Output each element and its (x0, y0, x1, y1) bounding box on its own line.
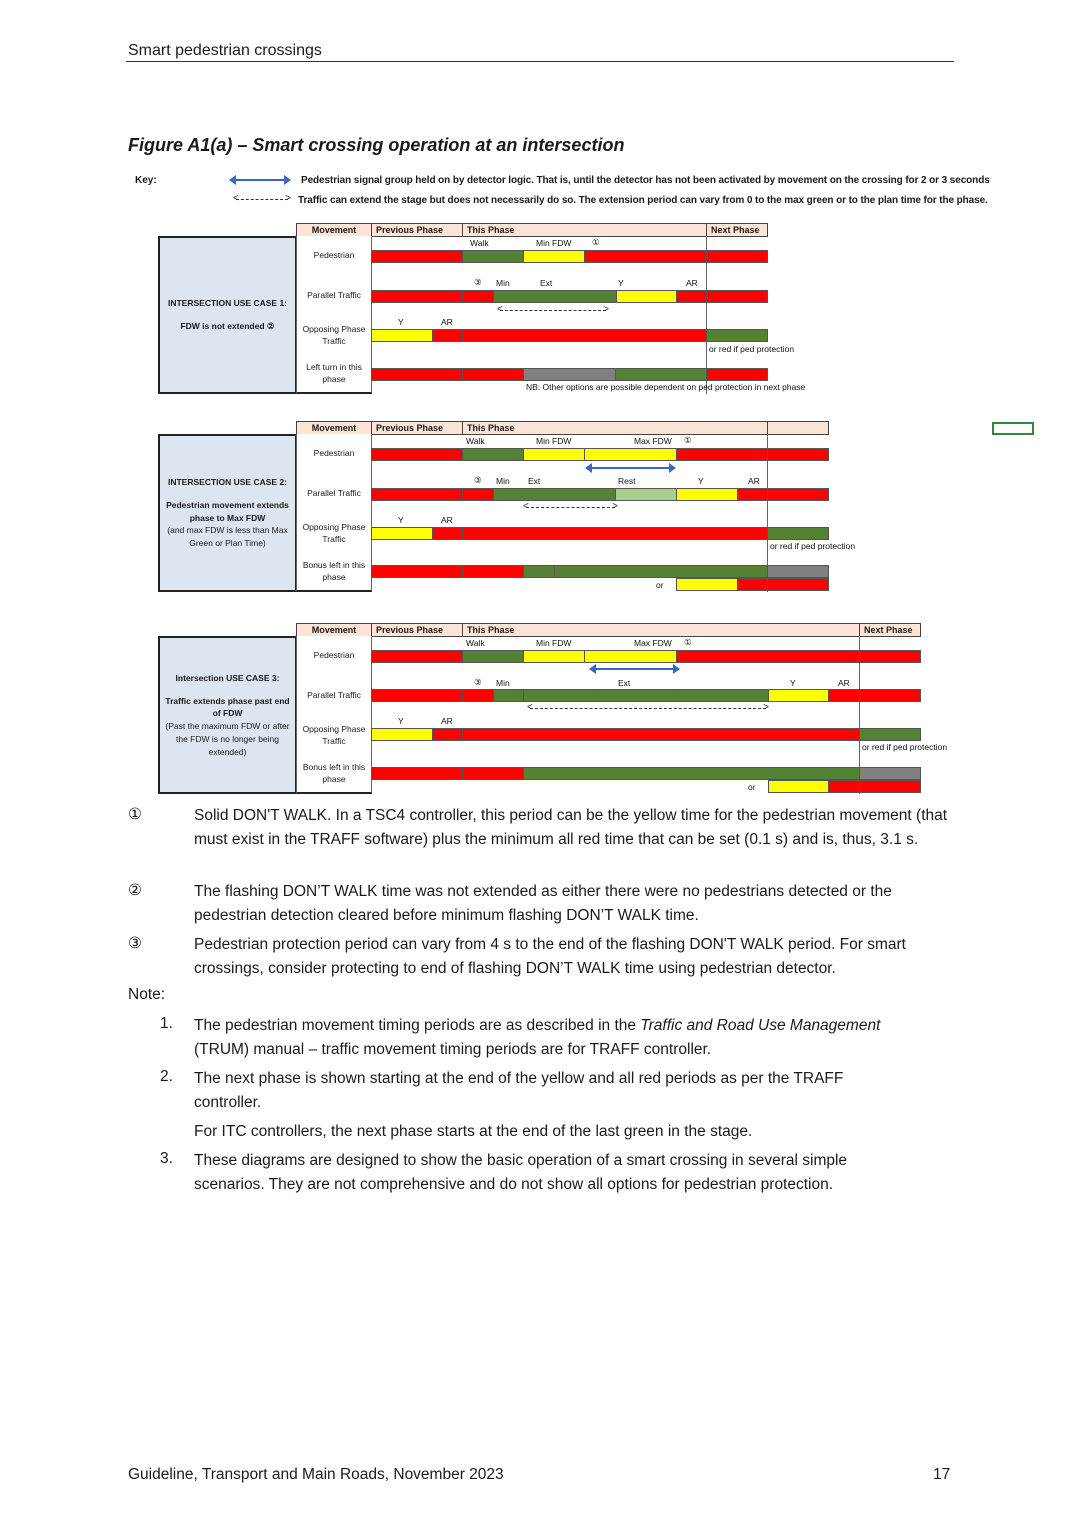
case2-ext-label: Ext (528, 476, 541, 486)
case3-opp-ar-label: AR (441, 716, 453, 726)
key-solid-text: Pedestrian signal group held on by detector logic. That is, until the detector has not been activated by movement on the crossing for 2 or 3 seconds (301, 175, 990, 186)
case2-circle1-label: ① (684, 435, 692, 445)
case3-par-bar-7 (859, 689, 921, 702)
case3-left-bar-3 (523, 767, 860, 780)
case2-left-bar-1 (371, 565, 463, 578)
case3-ext-label: Ext (618, 678, 631, 688)
case1-left-bar-2 (462, 368, 524, 381)
key-label: Key: (135, 175, 157, 186)
case3-title: Intersection USE CASE 3: (175, 672, 280, 683)
green-selection-box (992, 422, 1034, 435)
case2-left-bar-3 (523, 565, 555, 578)
case2-row-bonusleft: Bonus left in this phase (296, 554, 372, 592)
case2-opp-ar-label: AR (441, 515, 453, 525)
case2-left-bar-2 (462, 565, 524, 578)
case1-left-bar-3 (523, 368, 616, 381)
case3-or-label: or (748, 782, 756, 792)
footnote-2-text: The flashing DON’T WALK time was not extended as either there were no pedestrians detected or the pedestrian detection cleared before minimum flashing DON’T WALK time. (194, 883, 892, 924)
case1-header-previous: Previous Phase (371, 223, 463, 237)
case1-ext-dashed-arrow-icon (500, 310, 606, 311)
case3-minfdw-label: Min FDW (536, 638, 572, 648)
case2-title: INTERSECTION USE CASE 2: (167, 477, 288, 488)
case2-par-bar-1 (371, 488, 463, 501)
case2-label-box (158, 434, 297, 592)
case3-label-box (158, 636, 297, 794)
case2-opp-bar-3 (462, 527, 768, 540)
case2-par-bar-3 (493, 488, 616, 501)
case2-opp-bar-2 (432, 527, 463, 540)
note-2-text: The next phase is shown starting at the end of the yellow and all red periods as per the TRAFF controller. (194, 1070, 844, 1111)
case1-y-label: Y (618, 278, 624, 288)
case2-header-previous: Previous Phase (371, 421, 463, 435)
case1-par-bar-2 (462, 290, 494, 303)
case1-opp-bar-2 (432, 329, 463, 342)
case1-row-leftturn: Left turn in this phase (296, 356, 372, 394)
figure-title: Figure A1(a) – Smart crossing operation at an intersection (128, 135, 625, 155)
case3-left-bar-4 (859, 767, 921, 780)
case2-left-bar-5 (767, 565, 829, 578)
case2-detail: (and max FDW is less than Max Green or Plan Time) (167, 525, 288, 549)
running-header: Smart pedestrian crossings (128, 42, 322, 59)
case2-or-label: or (656, 580, 664, 590)
case3-maxfdw-label: Max FDW (634, 638, 672, 648)
footnote-3-text: Pedestrian protection period can vary from 4 s to the end of the flashing DON'T WALK period. For smart crossings, consider protecting to end of flashing DON’T WALK time using pedestrian detector. (194, 936, 906, 977)
case2-row-pedestrian: Pedestrian (296, 434, 372, 474)
case2-subtitle: Pedestrian movement extends phase to Max FDW (166, 499, 289, 523)
note-1-italic: Traffic and Road Use Management (640, 1017, 881, 1034)
case1-header-next: Next Phase (706, 223, 768, 237)
case2-header-this: This Phase (462, 421, 768, 435)
case1-nb: NB: Other options are possible dependent on ped protection in next phase (526, 382, 806, 392)
case1-ar-label: AR (686, 278, 698, 288)
case2-header-movement: Movement (296, 421, 372, 435)
case2-left-alt-bar-1 (676, 578, 738, 591)
case1-left-bar-5 (706, 368, 768, 381)
case1-row-opposing: Opposing Phase Traffic (296, 316, 372, 356)
case1-circle1-label: ① (592, 237, 600, 247)
case3-par-bar-1 (371, 689, 463, 702)
case3-y-label: Y (790, 678, 796, 688)
case2-header-next (767, 421, 829, 435)
case3-par-bar-6 (828, 689, 860, 702)
case2-left-bar-4 (554, 565, 768, 578)
case1-ped-bar-5 (706, 250, 768, 263)
case2-opp-y-label: Y (398, 515, 404, 525)
footnote-1-marker: ① (128, 806, 142, 823)
case3-row-bonusleft: Bonus left in this phase (296, 756, 372, 794)
case2-ext-dashed-arrow-icon (526, 507, 615, 508)
case1-row-parallel: Parallel Traffic (296, 276, 372, 316)
case2-par-bar-7 (767, 488, 829, 501)
case3-header-previous: Previous Phase (371, 623, 463, 637)
case3-detail: (Past the maximum FDW or after the FDW is no longer being extended) (165, 721, 290, 757)
case3-min-label: Min (496, 678, 510, 688)
case3-par-bar-5 (768, 689, 829, 702)
case2-row-parallel: Parallel Traffic (296, 474, 372, 514)
case2-par-bar-6 (737, 488, 768, 501)
solid-arrow-icon (230, 179, 290, 181)
case3-left-alt-bar-1 (768, 780, 829, 793)
note-1-number: 1. (160, 1015, 173, 1032)
case1-ped-bar-1 (371, 250, 463, 263)
case1-par-bar-5 (676, 290, 707, 303)
footer-text: Guideline, Transport and Main Roads, November 2023 (128, 1466, 504, 1483)
case2-ped-hold-arrow-icon (586, 467, 675, 469)
case2-opp-bar-4 (767, 527, 829, 540)
case3-header-next: Next Phase (859, 623, 921, 637)
case2-ped-bar-5 (676, 448, 768, 461)
case1-header-movement: Movement (296, 223, 372, 237)
case3-walk-label: Walk (466, 638, 485, 648)
case1-opp-bar-4 (706, 329, 768, 342)
case2-y-label: Y (698, 476, 704, 486)
case1-ext-label: Ext (540, 278, 553, 288)
case2-maxfdw-label: Max FDW (634, 436, 672, 446)
case1-opp-bar-3 (462, 329, 707, 342)
case3-opp-bar-1 (371, 728, 433, 741)
case1-ped-bar-3 (523, 250, 585, 263)
case3-ped-bar-3 (523, 650, 585, 663)
case1-left-bar-4 (615, 368, 707, 381)
case3-ped-bar-1 (371, 650, 463, 663)
case3-opp-y-label: Y (398, 716, 404, 726)
case1-left-bar-1 (371, 368, 463, 381)
note-2-extra: For ITC controllers, the next phase starts at the end of the last green in the stage. (194, 1123, 753, 1140)
footnote-3-marker: ③ (128, 935, 142, 952)
case2-ped-bar-6 (767, 448, 829, 461)
header-rule (126, 61, 954, 62)
case2-walk-label: Walk (466, 436, 485, 446)
case3-ped-bar-6 (859, 650, 921, 663)
case3-par-bar-2 (462, 689, 494, 702)
case3-left-alt-bar-3 (859, 780, 921, 793)
case2-par-bar-5 (676, 488, 738, 501)
case1-subtitle: FDW is not extended ② (180, 321, 275, 331)
case2-ped-bar-1 (371, 448, 463, 461)
dashed-arrow-icon (236, 199, 288, 200)
note-1-post: (TRUM) manual – traffic movement timing periods are for TRAFF controller. (194, 1041, 712, 1058)
case1-ped-bar-4 (584, 250, 707, 263)
case3-opp-bar-4 (859, 728, 921, 741)
case3-left-bar-2 (462, 767, 524, 780)
note-2-number: 2. (160, 1068, 173, 1085)
case2-minfdw-label: Min FDW (536, 436, 572, 446)
case3-header-this: This Phase (462, 623, 860, 637)
case1-walk-label: Walk (470, 238, 489, 248)
note-1-pre: The pedestrian movement timing periods are as described in the (194, 1017, 641, 1034)
case3-par-bar-4 (523, 689, 769, 702)
case3-row-pedestrian: Pedestrian (296, 636, 372, 676)
case2-ar-label: AR (748, 476, 760, 486)
case3-header-movement: Movement (296, 623, 372, 637)
case2-row-opposing: Opposing Phase Traffic (296, 514, 372, 554)
case3-ped-bar-4 (584, 650, 677, 663)
case1-ped-bar-2 (462, 250, 524, 263)
case3-left-alt-bar-2 (828, 780, 860, 793)
case3-subtitle: Traffic extends phase past end of FDW (165, 695, 290, 719)
page-number: 17 (933, 1466, 951, 1483)
case1-min-label: Min (496, 278, 510, 288)
case1-opp-ar-label: AR (441, 317, 453, 327)
case1-header-this: This Phase (462, 223, 707, 237)
case1-opp-y-label: Y (398, 317, 404, 327)
note-1-text (194, 1014, 914, 1062)
case1-par-bar-4 (616, 290, 677, 303)
case1-par-bar-6 (706, 290, 768, 303)
case2-rest-label: Rest (618, 476, 636, 486)
case3-circle1-label: ① (684, 637, 692, 647)
case2-ped-bar-4 (584, 448, 677, 461)
case3-ped-bar-5 (676, 650, 860, 663)
case1-circle3-label: ③ (474, 277, 482, 287)
case3-row-opposing: Opposing Phase Traffic (296, 716, 372, 756)
case3-opp-bar-2 (432, 728, 463, 741)
case3-par-bar-3 (493, 689, 524, 702)
key-dashed-text: Traffic can extend the stage but does not necessarily do so. The extension period can vary from 0 to the max green or to the plan time for the phase. (298, 195, 988, 206)
case3-ped-bar-2 (462, 650, 524, 663)
case3-note-red: or red if ped protection (862, 742, 948, 752)
note-3-number: 3. (160, 1150, 173, 1167)
note-3-text: These diagrams are designed to show the basic operation of a smart crossing in several simple scenarios. They are not comprehensive and do not show all options for pedestrian protection. (194, 1152, 848, 1193)
case1-par-bar-3 (493, 290, 617, 303)
case3-ar-label: AR (838, 678, 850, 688)
case2-par-bar-4 (615, 488, 677, 501)
case2-left-alt-bar-2 (737, 578, 768, 591)
case2-circle3-label: ③ (474, 475, 482, 485)
note-label: Note: (128, 986, 166, 1003)
case1-minfdw-label: Min FDW (536, 238, 572, 248)
case2-opp-bar-1 (371, 527, 433, 540)
case1-row-pedestrian: Pedestrian (296, 236, 372, 276)
footnote-1-text: Solid DON'T WALK. In a TSC4 controller, this period can be the yellow time for the pedestrian movement (that must exist in the TRAFF software) plus the minimum all red time that can be set (0.1 s) and is, thus, 3.1 s. (194, 807, 948, 848)
case3-circle3-label: ③ (474, 677, 482, 687)
case3-row-parallel: Parallel Traffic (296, 676, 372, 716)
case2-left-alt-bar-3 (767, 578, 829, 591)
case1-title: INTERSECTION USE CASE 1: (167, 298, 288, 309)
case1-par-bar-1 (371, 290, 463, 303)
case1-note-red: or red if ped protection (709, 344, 795, 354)
case2-note-red: or red if ped protection (770, 541, 856, 551)
case1-opp-bar-1 (371, 329, 433, 342)
case3-ped-hold-arrow-icon (590, 668, 679, 670)
case3-left-bar-1 (371, 767, 463, 780)
case3-opp-bar-3 (462, 728, 860, 741)
footnote-2-marker: ② (128, 882, 142, 899)
case2-min-label: Min (496, 476, 510, 486)
case2-ped-bar-2 (462, 448, 524, 461)
case3-ext-dashed-arrow-icon (530, 708, 766, 709)
case2-ped-bar-3 (523, 448, 585, 461)
case2-par-bar-2 (462, 488, 494, 501)
case1-label-box (158, 236, 297, 394)
